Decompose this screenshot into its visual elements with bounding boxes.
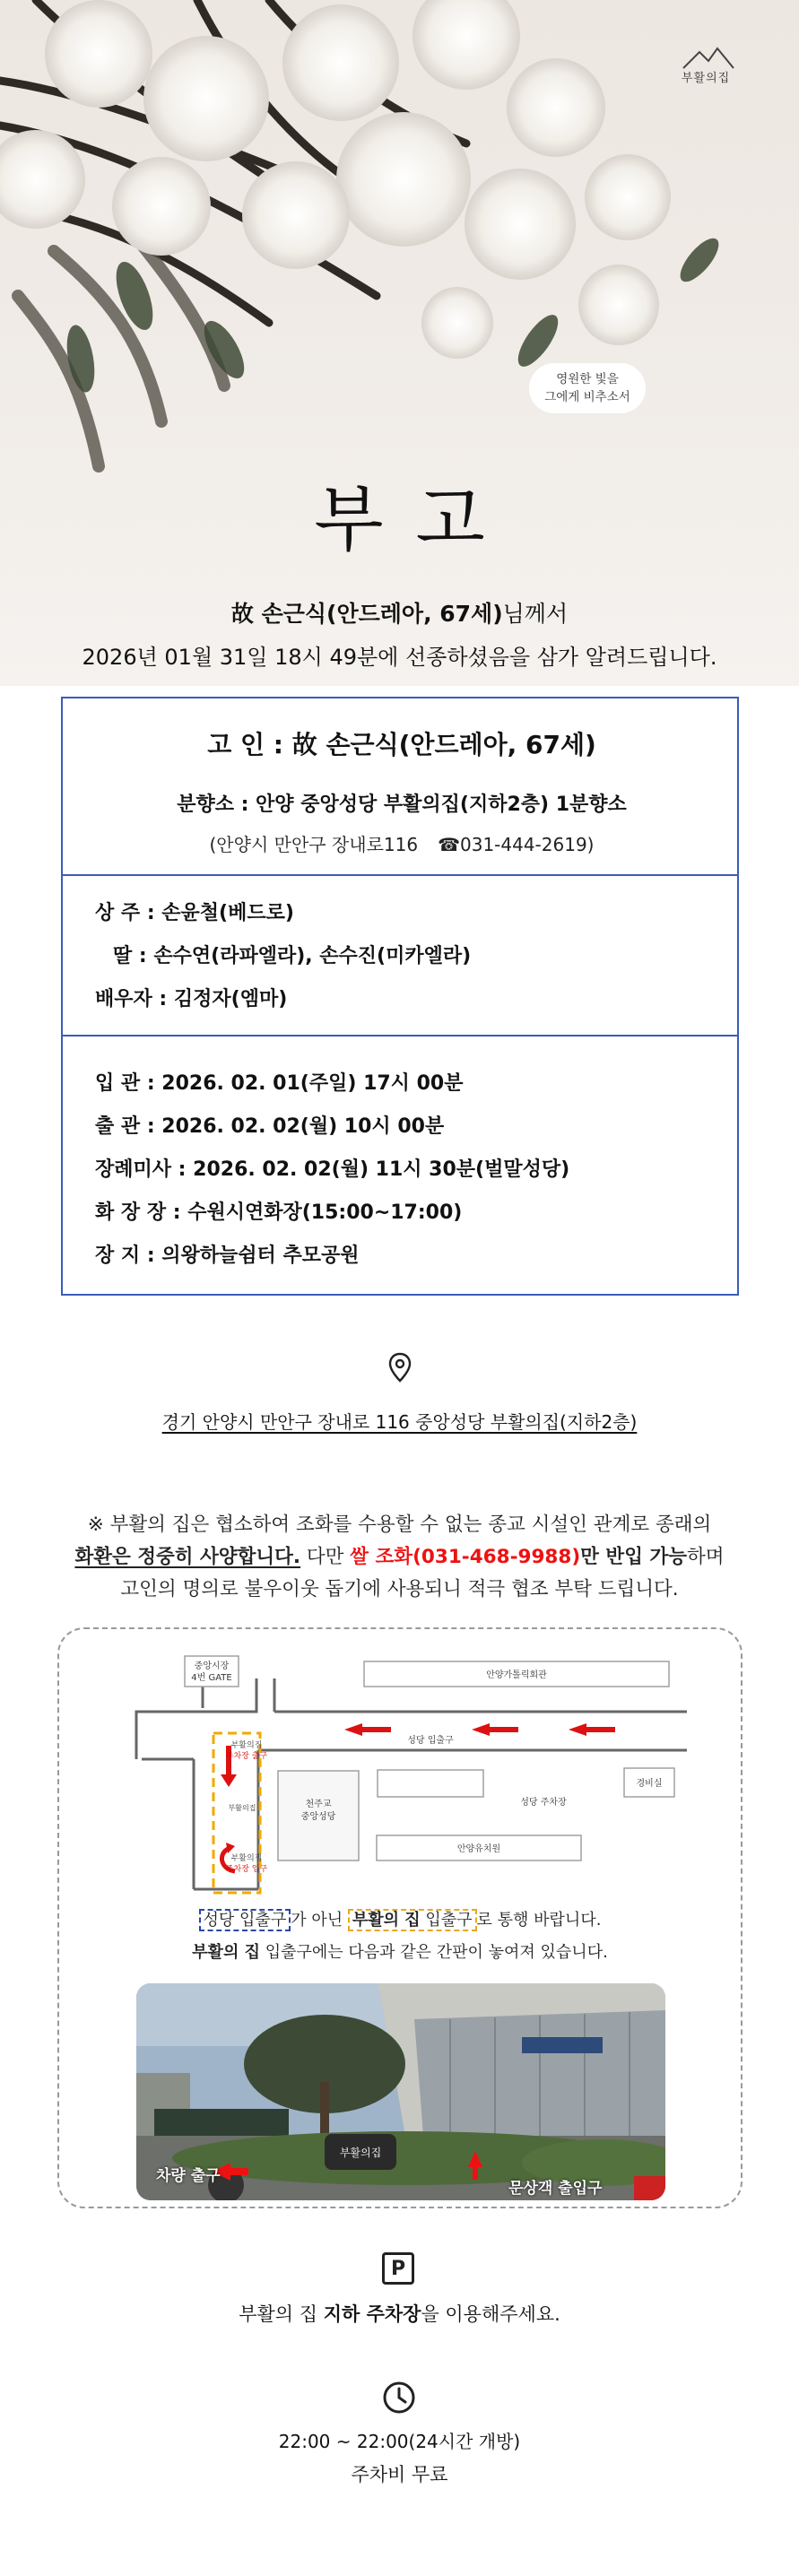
map-catholic-hall: 안양가톨릭회관	[486, 1670, 547, 1680]
svg-text:주차장 입구: 주차장 입구	[225, 1865, 268, 1874]
map-note-2: 부활의 집 입출구에는 다음과 같은 간판이 놓여져 있습니다.	[192, 1943, 608, 1962]
funeral-info-box	[61, 697, 739, 1296]
direction-arrow-icon	[472, 1723, 518, 1736]
parking-icon: P	[382, 2252, 414, 2285]
svg-text:부활의집: 부활의집	[230, 1741, 263, 1750]
map-note-1: 성당 입출구 가 아닌 부활의 집 입출구 로 통행 바랍니다.	[59, 1907, 741, 1930]
svg-text:4번 GATE: 4번 GATE	[191, 1673, 232, 1683]
svg-text:부활의집: 부활의집	[230, 1854, 263, 1863]
divider	[63, 1035, 737, 1036]
vehicle-exit-label: 차량 출구	[156, 2167, 221, 2185]
map-guard-house: 경비실	[636, 1779, 663, 1789]
schedule-row: 장례미사 : 2026. 02. 02(월) 11시 30분(벌말성당)	[95, 1158, 570, 1181]
visitor-entrance-label: 문상객 출입구	[508, 2180, 603, 2198]
photo-signboard: 부활의집	[339, 2147, 382, 2159]
flower-background-image	[0, 0, 799, 686]
divider	[63, 874, 737, 876]
schedule-row: 입 관 : 2026. 02. 01(주일) 17시 00분	[95, 1072, 464, 1095]
bubble-line-1: 영원한 빛을	[556, 372, 619, 386]
family-row: 딸 : 손수연(라파엘라), 손수진(미카엘라)	[113, 945, 472, 967]
parking-hours: 22:00 ~ 22:00(24시간 개방)	[278, 2431, 521, 2452]
map-gate-label: 중앙시장	[194, 1661, 230, 1671]
bubble-line-2: 그에게 비추소서	[544, 390, 630, 404]
parking-fee: 주차비 무료	[351, 2464, 448, 2485]
announcement-line-2: 2026년 01월 31일 18시 49분에 선종하셨음을 삼가 알려드립니다.	[82, 645, 717, 670]
prayer-bubble	[529, 363, 646, 413]
memorial-hall-address: (안양시 만안구 장내로116 ☎031-444-2619)	[209, 834, 595, 855]
schedule-row: 출 관 : 2026. 02. 02(월) 10시 00분	[95, 1115, 445, 1138]
direction-arrow-icon	[344, 1723, 391, 1736]
parking-map-box	[57, 1627, 743, 2208]
clock-icon	[382, 2381, 416, 2415]
map-church-parking: 성당 주차장	[520, 1798, 567, 1808]
announcement-line-1: 故 손근식(안드레아, 67세)님께서	[230, 601, 569, 627]
flower-notice: ※ 부활의 집은 협소하여 조화를 수용할 수 없는 종교 시설인 관계로 종래의 화환은 정중히 사양합니다. 다만 쌀 조화(031-468-9988)만 반입 가능하며 고인의 명의로 불우이웃 돕기에 사용되니 적극 협조 부탁 드립니다.	[74, 1514, 725, 1600]
logo-mountain-icon	[682, 47, 735, 70]
entrance-photo	[136, 1983, 665, 2200]
svg-text:중앙성당: 중앙성당	[300, 1812, 336, 1822]
family-row: 상 주 : 손윤철(베드로)	[95, 902, 294, 924]
brand-logo: 부활의집	[682, 47, 753, 91]
svg-text:천주교: 천주교	[305, 1800, 332, 1809]
church-address[interactable]: 경기 안양시 만안구 장내로 116 중앙성당 부활의집(지하2층)	[161, 1411, 638, 1433]
rice-wreath-phone[interactable]: 쌀 조화(031-468-9988)	[350, 1546, 581, 1568]
map-logo: 부활의집	[228, 1804, 256, 1812]
hero-banner	[0, 0, 799, 686]
memorial-hall: 분향소 : 안양 중앙성당 부활의집(지하2층) 1분향소	[177, 794, 627, 816]
location-pin-icon	[388, 1352, 412, 1383]
schedule-row: 장 지 : 의왕하늘쉼터 추모공원	[95, 1245, 360, 1267]
exit-arrow-icon	[221, 1774, 237, 1787]
direction-arrow-icon	[569, 1723, 615, 1736]
schedule-row: 화 장 장 : 수원시연화장(15:00~17:00)	[95, 1201, 463, 1224]
phone-number[interactable]: ☎031-444-2619)	[438, 834, 595, 855]
parking-map	[59, 1629, 741, 1898]
family-row: 배우자 : 김정자(엠마)	[95, 988, 288, 1010]
parking-text: 부활의 집 지하 주차장을 이용해주세요.	[239, 2303, 560, 2325]
deceased-name: 故 손근식(안드레아, 67세)	[230, 601, 503, 627]
page-title: 부고	[314, 478, 517, 561]
svg-text:주차장 출구: 주차장 출구	[225, 1752, 268, 1761]
map-church-entrance: 성당 입출구	[407, 1736, 454, 1746]
map-kindergarten: 안양유치원	[456, 1844, 501, 1854]
deceased-title: 고 인 : 故 손근식(안드레아, 67세)	[207, 730, 596, 759]
